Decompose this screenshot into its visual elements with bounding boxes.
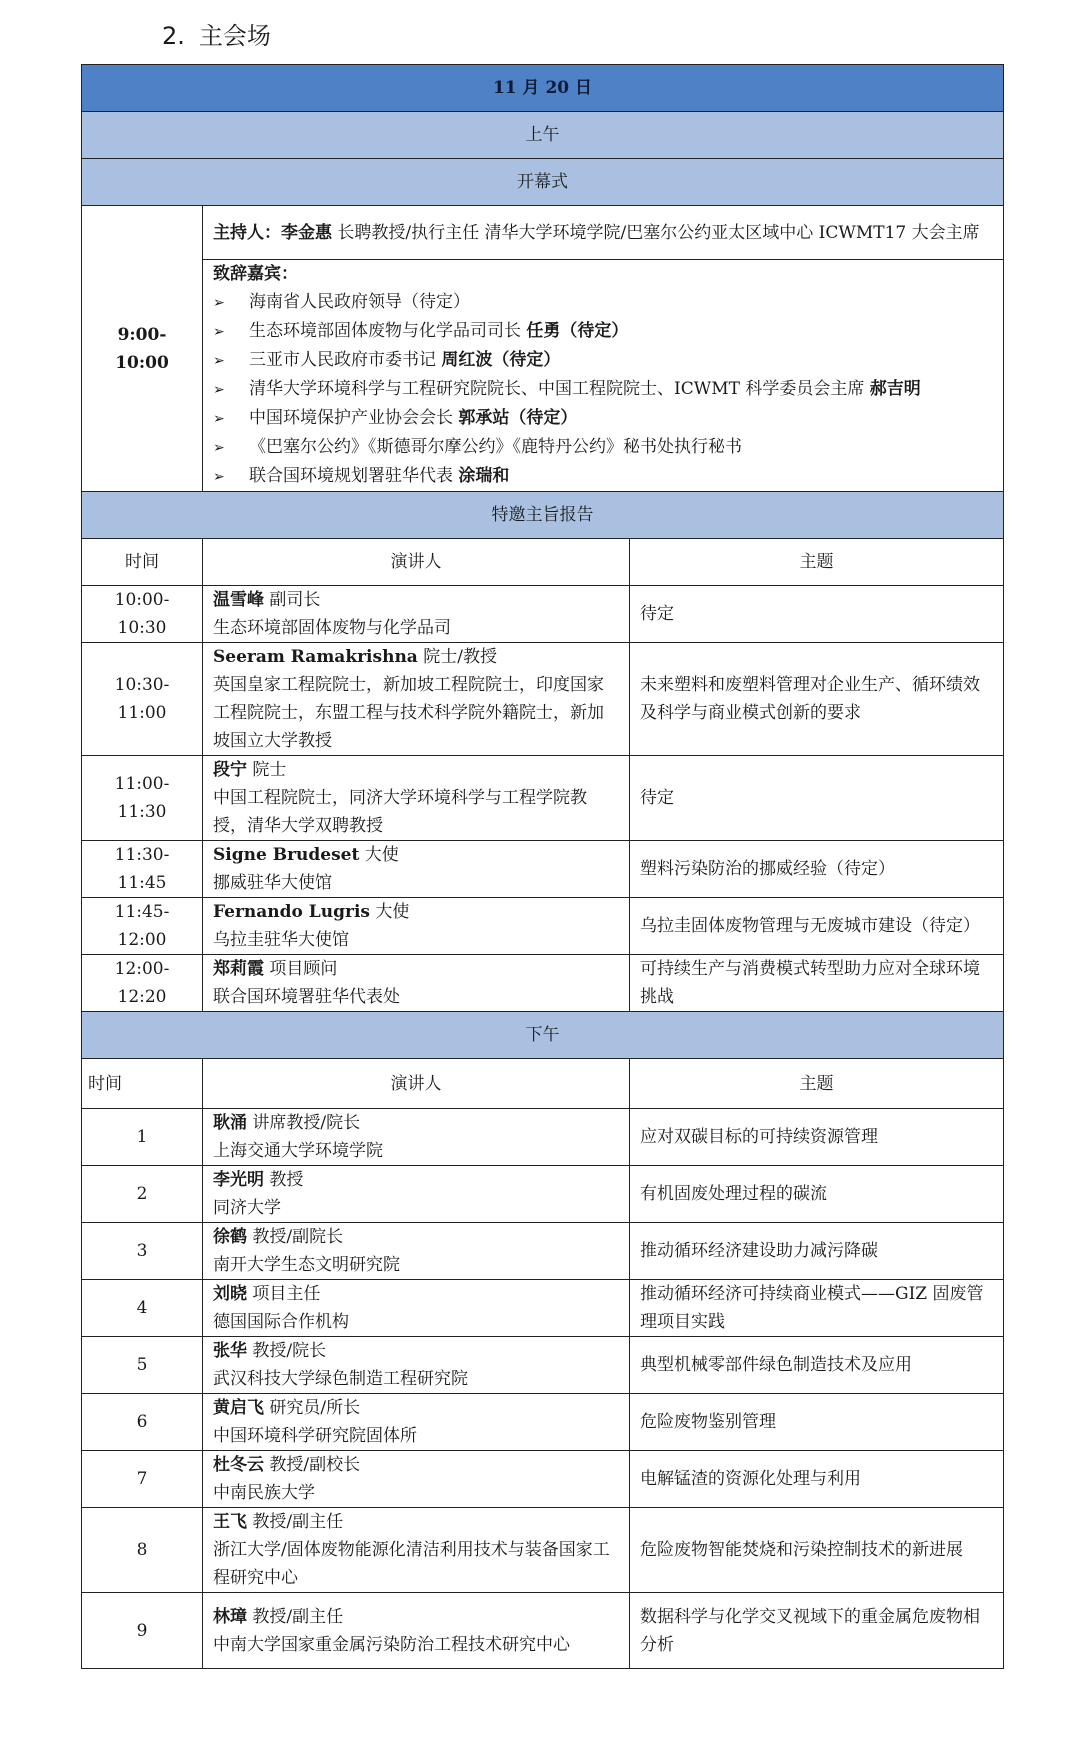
keynote-speaker-org: 英国皇家工程院院士，新加坡工程院院士，印度国家工程院院士，东盟工程与技术科学院外籍院士，新加坡国立大学教授 bbox=[213, 675, 604, 751]
opening-band-row bbox=[82, 159, 1004, 206]
keynote-speaker-org: 联合国环境署驻华代表处 bbox=[213, 987, 400, 1007]
speaker-text: 三亚市人民政府市委书记 bbox=[249, 350, 442, 370]
speaker-text: 联合国环境规划署驻华代表 bbox=[249, 466, 459, 486]
speaker-name: 周红波（待定） bbox=[441, 350, 561, 370]
afternoon-speaker bbox=[203, 1109, 630, 1166]
speaker-name: 任勇（待定） bbox=[526, 321, 629, 341]
afternoon-speaker-name: 杜冬云 bbox=[213, 1455, 264, 1475]
keynote-time: 11:00-11:30 bbox=[82, 756, 203, 841]
section-number: 2. bbox=[162, 22, 185, 50]
host-name: 李金惠 bbox=[281, 222, 332, 243]
keynote-speaker-line bbox=[213, 756, 619, 784]
keynote-row bbox=[82, 841, 1004, 898]
keynote-speaker bbox=[203, 756, 630, 841]
keynote-band-row bbox=[82, 492, 1004, 539]
afternoon-speaker-line bbox=[213, 1109, 619, 1137]
keynote-speaker-name: 段宁 bbox=[213, 760, 247, 780]
afternoon-row bbox=[82, 1223, 1004, 1280]
afternoon-index: 3 bbox=[82, 1223, 203, 1280]
afternoon-index: 6 bbox=[82, 1394, 203, 1451]
keynote-topic: 乌拉圭固体废物管理与无废城市建设（待定） bbox=[630, 898, 1004, 955]
afternoon-speaker-org: 武汉科技大学绿色制造工程研究院 bbox=[213, 1369, 468, 1389]
afternoon-speaker bbox=[203, 1451, 630, 1508]
afternoon-index: 7 bbox=[82, 1451, 203, 1508]
afternoon-index: 2 bbox=[82, 1166, 203, 1223]
keynote-speaker bbox=[203, 841, 630, 898]
arrow-bullet-icon: ➢ bbox=[213, 411, 225, 427]
keynote-time: 10:30-11:00 bbox=[82, 643, 203, 756]
afternoon-speaker-name: 耿涌 bbox=[213, 1113, 247, 1133]
afternoon-index: 5 bbox=[82, 1337, 203, 1394]
afternoon-index: 4 bbox=[82, 1280, 203, 1337]
speaker-text: 生态环境部固体废物与化学品司司长 bbox=[249, 321, 527, 341]
keynote-speaker-role: 大使 bbox=[359, 845, 399, 865]
afternoon-row bbox=[82, 1593, 1004, 1669]
afternoon-speaker-role: 教授 bbox=[264, 1170, 304, 1190]
opening-host bbox=[203, 206, 1004, 260]
speaker-name: 郭承站（待定） bbox=[458, 408, 578, 428]
keynote-topic: 待定 bbox=[630, 586, 1004, 643]
speakers-label: 致辞嘉宾： bbox=[213, 264, 298, 284]
pm-header-time: 时间 bbox=[82, 1059, 203, 1109]
keynote-speaker-line bbox=[213, 955, 619, 983]
date-band-row bbox=[82, 65, 1004, 112]
keynote-row bbox=[82, 955, 1004, 1012]
keynote-row bbox=[82, 756, 1004, 841]
afternoon-row bbox=[82, 1280, 1004, 1337]
keynote-speaker-role: 大使 bbox=[369, 902, 410, 922]
keynote-speaker-line bbox=[213, 586, 619, 614]
afternoon-speaker-org: 中南民族大学 bbox=[213, 1483, 315, 1503]
opening-speaker-item bbox=[213, 346, 993, 375]
afternoon-speaker-name: 徐鹤 bbox=[213, 1227, 247, 1247]
keynote-band: 特邀主旨报告 bbox=[82, 492, 1004, 539]
afternoon-topic: 应对双碳目标的可持续资源管理 bbox=[630, 1109, 1004, 1166]
keynote-speaker-org: 乌拉圭驻华大使馆 bbox=[213, 930, 349, 950]
keynote-speaker-role: 副司长 bbox=[264, 590, 321, 610]
afternoon-speaker bbox=[203, 1337, 630, 1394]
speaker-text: 中国环境保护产业协会会长 bbox=[249, 408, 459, 428]
afternoon-speaker-role: 项目主任 bbox=[247, 1284, 321, 1304]
opening-speaker-item bbox=[213, 462, 993, 491]
afternoon-speaker-name: 王飞 bbox=[213, 1512, 247, 1532]
afternoon-speaker bbox=[203, 1166, 630, 1223]
opening-host-row bbox=[82, 206, 1004, 260]
afternoon-topic: 危险废物智能焚烧和污染控制技术的新进展 bbox=[630, 1508, 1004, 1593]
afternoon-band: 下午 bbox=[82, 1012, 1004, 1059]
keynote-header-topic: 主题 bbox=[630, 539, 1004, 586]
host-title: 长聘教授/执行主任 清华大学环境学院/巴塞尔公约亚太区域中心 ICWMT17 大会主席 bbox=[332, 222, 980, 243]
afternoon-speaker-line bbox=[213, 1394, 619, 1422]
afternoon-row bbox=[82, 1109, 1004, 1166]
keynote-header-time: 时间 bbox=[82, 539, 203, 586]
afternoon-speaker-org: 上海交通大学环境学院 bbox=[213, 1141, 383, 1161]
afternoon-speaker-name: 张华 bbox=[213, 1341, 247, 1361]
keynote-speaker bbox=[203, 955, 630, 1012]
afternoon-speaker-org: 中南大学国家重金属污染防治工程技术研究中心 bbox=[213, 1634, 570, 1655]
afternoon-row bbox=[82, 1394, 1004, 1451]
afternoon-speaker-name: 刘晓 bbox=[213, 1284, 247, 1304]
afternoon-speaker-name: 林璋 bbox=[213, 1606, 247, 1627]
afternoon-speaker bbox=[203, 1593, 630, 1669]
afternoon-row bbox=[82, 1508, 1004, 1593]
keynote-time: 12:00-12:20 bbox=[82, 955, 203, 1012]
afternoon-speaker-role: 研究员/所长 bbox=[264, 1398, 361, 1418]
arrow-bullet-icon: ➢ bbox=[213, 469, 225, 485]
arrow-bullet-icon: ➢ bbox=[213, 440, 225, 456]
keynote-speaker-name: Signe Brudeset bbox=[213, 845, 360, 865]
keynote-speaker-name: Fernando Lugris bbox=[213, 902, 370, 922]
opening-speakers-row bbox=[82, 260, 1004, 492]
section-title: 主会场 bbox=[198, 22, 271, 50]
afternoon-speaker-role: 讲席教授/院长 bbox=[247, 1113, 361, 1133]
afternoon-speaker-org: 德国国际合作机构 bbox=[213, 1312, 349, 1332]
speaker-name: 郝吉明 bbox=[869, 379, 921, 399]
arrow-bullet-icon: ➢ bbox=[213, 382, 225, 398]
afternoon-speaker bbox=[203, 1223, 630, 1280]
afternoon-speaker bbox=[203, 1280, 630, 1337]
afternoon-speaker-role: 教授/副主任 bbox=[247, 1606, 344, 1627]
afternoon-speaker-line bbox=[213, 1603, 619, 1631]
pm-header-speaker: 演讲人 bbox=[203, 1059, 630, 1109]
keynote-speaker-line bbox=[213, 841, 619, 869]
keynote-topic: 未来塑料和废塑料管理对企业生产、循环绩效及科学与商业模式创新的要求 bbox=[630, 643, 1004, 756]
arrow-bullet-icon: ➢ bbox=[213, 353, 225, 369]
afternoon-index: 9 bbox=[82, 1593, 203, 1669]
afternoon-speaker-line bbox=[213, 1337, 619, 1365]
opening-speaker-item bbox=[213, 433, 993, 462]
date-band: 11 月 20 日 bbox=[82, 65, 1004, 112]
afternoon-row bbox=[82, 1451, 1004, 1508]
afternoon-speaker-role: 教授/副校长 bbox=[264, 1455, 361, 1475]
afternoon-speaker-role: 教授/院长 bbox=[247, 1341, 327, 1361]
afternoon-speaker-line bbox=[213, 1451, 619, 1479]
afternoon-speaker-org: 南开大学生态文明研究院 bbox=[213, 1255, 400, 1275]
keynote-row bbox=[82, 643, 1004, 756]
arrow-bullet-icon: ➢ bbox=[213, 324, 225, 340]
speaker-name: 涂瑞和 bbox=[458, 466, 510, 486]
afternoon-topic: 推动循环经济建设助力减污降碳 bbox=[630, 1223, 1004, 1280]
afternoon-speaker-name: 李光明 bbox=[213, 1170, 264, 1190]
afternoon-topic: 推动循环经济可持续商业模式——GIZ 固废管理项目实践 bbox=[630, 1280, 1004, 1337]
afternoon-topic: 有机固废处理过程的碳流 bbox=[630, 1166, 1004, 1223]
keynote-topic: 塑料污染防治的挪威经验（待定） bbox=[630, 841, 1004, 898]
afternoon-topic: 电解锰渣的资源化处理与利用 bbox=[630, 1451, 1004, 1508]
keynote-header-row bbox=[82, 539, 1004, 586]
opening-speaker-item bbox=[213, 317, 993, 346]
morning-band: 上午 bbox=[82, 112, 1004, 159]
arrow-bullet-icon: ➢ bbox=[213, 295, 225, 311]
section-heading bbox=[162, 18, 271, 54]
speaker-text: 清华大学环境科学与工程研究院院长、中国工程院院士、ICWMT 科学委员会主席 bbox=[249, 379, 870, 399]
afternoon-index: 1 bbox=[82, 1109, 203, 1166]
afternoon-row bbox=[82, 1166, 1004, 1223]
afternoon-band-row bbox=[82, 1012, 1004, 1059]
schedule-body bbox=[82, 65, 1004, 1669]
keynote-speaker-org: 中国工程院院士，同济大学环境科学与工程学院教授，清华大学双聘教授 bbox=[213, 788, 587, 836]
keynote-speaker-org: 生态环境部固体废物与化学品司 bbox=[213, 618, 451, 638]
opening-time: 9:00-10:00 bbox=[82, 206, 203, 492]
keynote-topic: 待定 bbox=[630, 756, 1004, 841]
afternoon-speaker-role: 教授/副院长 bbox=[247, 1227, 344, 1247]
keynote-row bbox=[82, 586, 1004, 643]
afternoon-speaker-role: 教授/副主任 bbox=[247, 1512, 344, 1532]
keynote-speaker-name: 郑莉霞 bbox=[213, 959, 264, 979]
afternoon-header-row bbox=[82, 1059, 1004, 1109]
keynote-time: 10:00-10:30 bbox=[82, 586, 203, 643]
keynote-header-speaker: 演讲人 bbox=[203, 539, 630, 586]
keynote-time: 11:30-11:45 bbox=[82, 841, 203, 898]
speaker-text: 《巴塞尔公约》《斯德哥尔摩公约》《鹿特丹公约》秘书处执行秘书 bbox=[249, 437, 742, 457]
afternoon-speaker-org: 中国环境科学研究院固体所 bbox=[213, 1426, 417, 1446]
speaker-text: 海南省人民政府领导（待定） bbox=[249, 292, 470, 312]
keynote-speaker-role: 院士 bbox=[247, 760, 287, 780]
afternoon-speaker-line bbox=[213, 1223, 619, 1251]
keynote-row bbox=[82, 898, 1004, 955]
opening-band: 开幕式 bbox=[82, 159, 1004, 206]
afternoon-speaker-line bbox=[213, 1280, 619, 1308]
keynote-speaker-name: Seeram Ramakrishna bbox=[213, 647, 418, 667]
afternoon-speaker-org: 同济大学 bbox=[213, 1198, 281, 1218]
opening-speakers bbox=[203, 260, 1004, 492]
opening-speaker-item bbox=[213, 375, 993, 404]
keynote-speaker bbox=[203, 586, 630, 643]
keynote-speaker bbox=[203, 898, 630, 955]
afternoon-topic: 典型机械零部件绿色制造技术及应用 bbox=[630, 1337, 1004, 1394]
afternoon-index: 8 bbox=[82, 1508, 203, 1593]
opening-speaker-item bbox=[213, 404, 993, 433]
keynote-time: 11:45-12:00 bbox=[82, 898, 203, 955]
host-label: 主持人： bbox=[213, 222, 281, 243]
afternoon-speaker-line bbox=[213, 1508, 619, 1536]
keynote-speaker-name: 温雪峰 bbox=[213, 590, 264, 610]
opening-speaker-item bbox=[213, 288, 993, 317]
afternoon-topic: 危险废物鉴别管理 bbox=[630, 1394, 1004, 1451]
afternoon-topic: 数据科学与化学交叉视域下的重金属危废物相分析 bbox=[630, 1593, 1004, 1669]
keynote-speaker bbox=[203, 643, 630, 756]
afternoon-speaker bbox=[203, 1508, 630, 1593]
afternoon-speaker-line bbox=[213, 1166, 619, 1194]
keynote-speaker-org: 挪威驻华大使馆 bbox=[213, 873, 332, 893]
keynote-topic: 可持续生产与消费模式转型助力应对全球环境挑战 bbox=[630, 955, 1004, 1012]
pm-header-topic: 主题 bbox=[630, 1059, 1004, 1109]
keynote-speaker-line bbox=[213, 898, 619, 926]
keynote-speaker-role: 院士/教授 bbox=[417, 647, 497, 667]
schedule-table bbox=[81, 64, 1004, 1669]
afternoon-speaker bbox=[203, 1394, 630, 1451]
keynote-speaker-line bbox=[213, 643, 619, 671]
keynote-speaker-role: 项目顾问 bbox=[264, 959, 338, 979]
afternoon-speaker-name: 黄启飞 bbox=[213, 1398, 264, 1418]
afternoon-speaker-org: 浙江大学/固体废物能源化清洁利用技术与装备国家工程研究中心 bbox=[213, 1540, 610, 1588]
morning-band-row bbox=[82, 112, 1004, 159]
afternoon-row bbox=[82, 1337, 1004, 1394]
